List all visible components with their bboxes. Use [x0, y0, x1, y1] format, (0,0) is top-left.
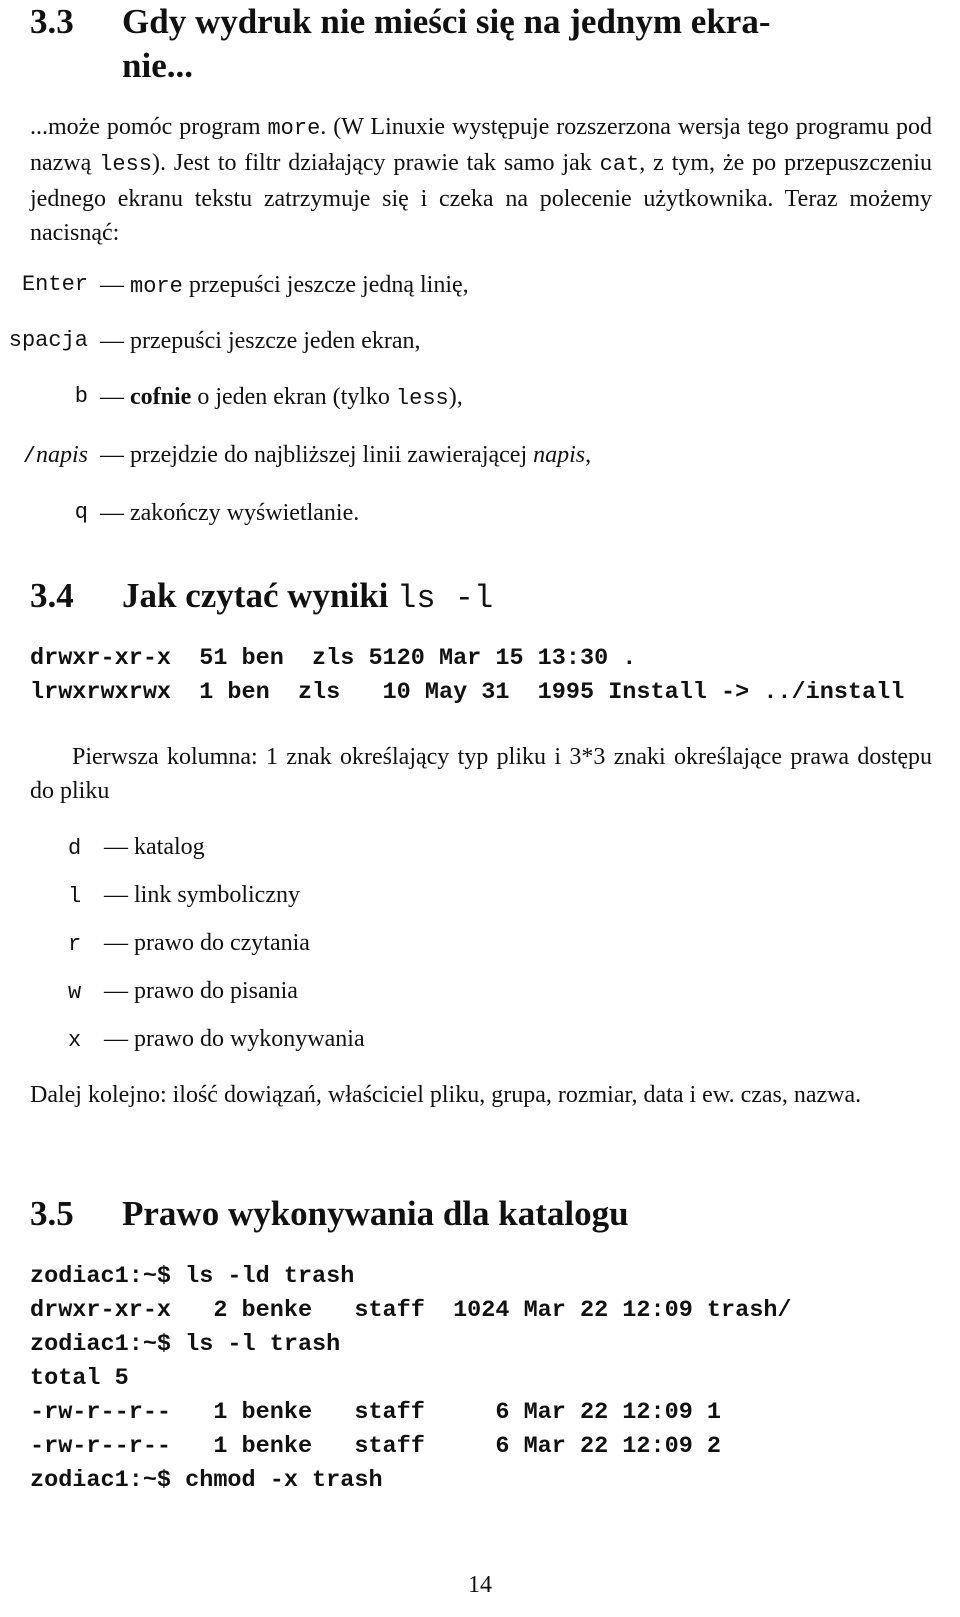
terminal-line: -rw-r--r-- 1 benke staff 6 Mar 22 12:09 2: [30, 1433, 722, 1460]
text: , z tym, że po przepuszczeniu jednego ekranu tekstu zatrzymuje się i czeka na polecenie użytkownika. Teraz możemy nacisnąć:: [30, 150, 932, 246]
desc-text: przepuści jeszcze jedną linię,: [182, 272, 469, 298]
key-term: Enter: [21, 272, 88, 297]
dash: —: [100, 328, 124, 354]
key-term: [23, 438, 88, 474]
section-number: 3.3: [30, 2, 74, 41]
terminal-line: zodiac1:~$ ls -l trash: [30, 1331, 341, 1358]
key-term: b: [74, 384, 88, 409]
text: . (W Linuxie występuje rozszerzona wersja tego programu pod nazwą: [30, 114, 932, 176]
dash: —: [104, 930, 128, 956]
slash: /: [22, 444, 36, 469]
text: ). Jest to filtr działający prawie tak samo jak: [152, 150, 600, 176]
desc-text: przepuści jeszcze jeden ekran,: [130, 328, 421, 354]
perm-desc: prawo do czytania: [134, 930, 310, 956]
dash: —: [104, 882, 128, 908]
key-space-row: [0, 324, 960, 358]
perm-code: w: [68, 980, 82, 1005]
section-3-4-heading: [30, 574, 930, 621]
key-search-row: [0, 438, 960, 472]
code-less: less: [395, 386, 449, 411]
key-q-row: [0, 496, 960, 530]
dash: —: [104, 978, 128, 1004]
code-more: more: [267, 116, 321, 141]
dash: —: [100, 272, 124, 298]
terminal-line: drwxr-xr-x 2 benke staff 1024 Mar 22 12:09 trash/: [30, 1297, 792, 1324]
term-italic: napis: [35, 442, 88, 468]
perm-item: [68, 878, 300, 912]
code-cat: cat: [599, 152, 640, 177]
perm-desc: link symboliczny: [134, 882, 300, 908]
section-title-code: ls -l: [397, 580, 494, 617]
listing-line: drwxr-xr-x 51 ben zls 5120 Mar 15 13:30 .: [30, 645, 637, 672]
perm-code: l: [68, 884, 82, 909]
perm-item: [68, 830, 205, 864]
key-term: q: [74, 500, 88, 525]
key-enter-row: [0, 268, 960, 302]
perm-item: [68, 974, 298, 1008]
dash: —: [104, 834, 128, 860]
key-desc: [100, 438, 591, 472]
terminal-line: -rw-r--r-- 1 benke staff 6 Mar 22 12:09 1: [30, 1399, 722, 1426]
text: ...może pomóc program: [30, 114, 268, 140]
key-desc: [100, 268, 469, 304]
section-3-5-heading: [30, 1192, 930, 1236]
perm-code: d: [68, 836, 82, 861]
perm-item: [68, 926, 310, 960]
permissions-intro-paragraph: Pierwsza kolumna: 1 znak określający typ pliku i 3*3 znaki określające prawa dostępu do pliku: [30, 744, 932, 804]
key-desc: [100, 324, 421, 358]
key-desc: [100, 380, 463, 416]
section-number: 3.4: [30, 576, 74, 615]
desc-text: zakończy wyświetlanie.: [130, 500, 360, 526]
section-title-continued: nie...: [122, 46, 193, 85]
perm-desc: prawo do wykonywania: [134, 1026, 365, 1052]
desc-text: ,: [585, 442, 592, 468]
dash: —: [104, 1026, 128, 1052]
terminal-line: total 5: [30, 1365, 129, 1392]
desc-text: przejdzie do najbliższej linii zawierającej: [130, 442, 534, 468]
term-italic: napis: [533, 442, 586, 468]
section-title: Gdy wydruk nie mieści się na jednym ekra-: [122, 2, 771, 41]
perm-code: r: [68, 932, 82, 957]
desc-text: ),: [448, 384, 463, 410]
code-less: less: [99, 152, 153, 177]
code-more: more: [130, 274, 183, 299]
perm-desc: katalog: [134, 834, 205, 860]
key-term: spacja: [8, 328, 88, 353]
bold-word: cofnie: [130, 384, 192, 410]
section-title: Prawo wykonywania dla katalogu: [122, 1194, 629, 1233]
desc-text: o jeden ekran (tylko: [191, 384, 396, 410]
key-b-row: [0, 380, 960, 414]
terminal-session: [30, 1260, 792, 1498]
terminal-line: zodiac1:~$ ls -ld trash: [30, 1263, 355, 1290]
section-3-3-heading: [30, 0, 930, 88]
terminal-line: zodiac1:~$ chmod -x trash: [30, 1467, 383, 1494]
perm-desc: prawo do pisania: [134, 978, 298, 1004]
key-desc: [100, 496, 359, 530]
perm-item: [68, 1022, 365, 1056]
listing-line: lrwxrwxrwx 1 ben zls 10 May 31 1995 Install -> ../install: [30, 679, 905, 706]
ls-listing: [30, 642, 904, 710]
section-number: 3.5: [30, 1194, 74, 1233]
page-number: 14: [468, 1572, 492, 1598]
dash: —: [100, 384, 124, 410]
section-title: Jak czytać wyniki: [122, 576, 398, 615]
dash: —: [100, 500, 124, 526]
columns-paragraph: Dalej kolejno: ilość dowiązań, właściciel pliku, grupa, rozmiar, data i ew. czas, nazwa.: [30, 1082, 862, 1108]
dash: —: [100, 442, 124, 468]
more-intro-paragraph: [30, 110, 932, 250]
perm-code: x: [68, 1028, 82, 1053]
